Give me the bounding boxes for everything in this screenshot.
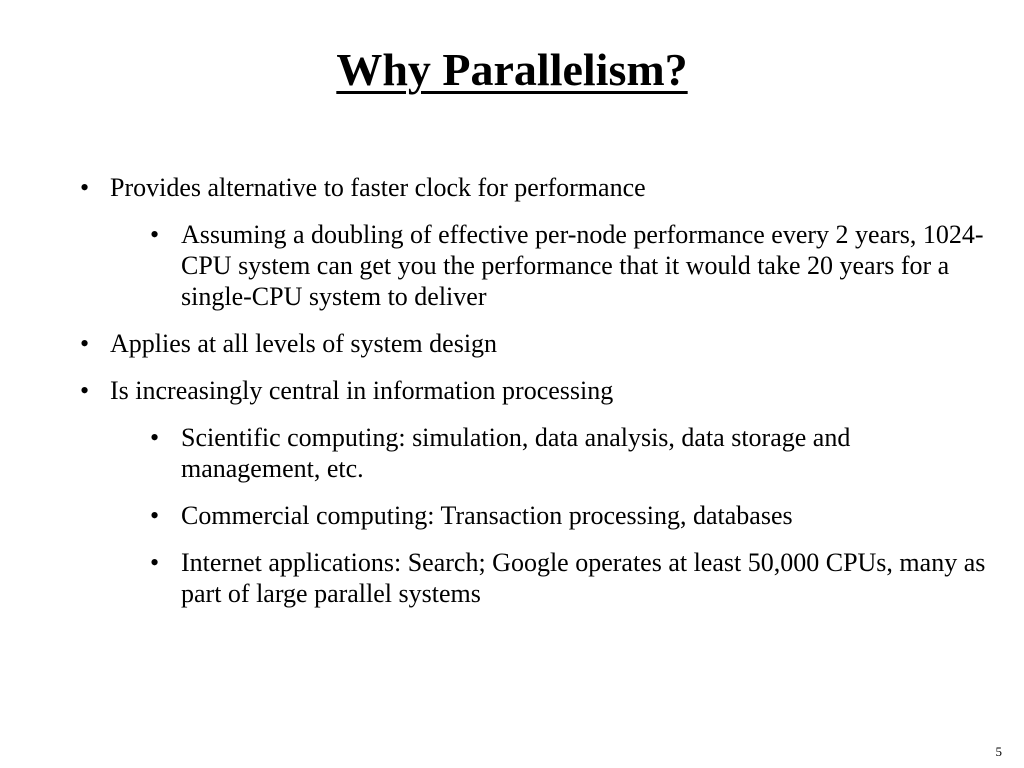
slide-content (78, 172, 986, 625)
bullet-marker: • (80, 329, 90, 358)
sub-bullet-item (148, 547, 996, 609)
sub-bullet-item (148, 500, 996, 531)
bullet-text: Applies at all levels of system design (110, 329, 498, 358)
bullet-marker: • (150, 423, 160, 452)
sub-bullet-text: Assuming a doubling of effective per-node performance every 2 years, 1024-CPU system can get you the performance that it would take 20 years for a single-CPU system to deliver (181, 220, 984, 311)
bullet-marker: • (80, 376, 90, 405)
bullet-item (78, 172, 984, 312)
bullet-marker: • (150, 548, 160, 577)
bullet-item (78, 375, 986, 609)
page-number: 5 (995, 744, 1002, 759)
sub-bullet-item (148, 422, 996, 484)
bullet-item (78, 328, 978, 359)
bullet-list (78, 172, 986, 609)
sub-bullet-text: Internet applications: Search; Google operates at least 50,000 CPUs, many as part of large parallel systems (181, 548, 986, 608)
sub-bullet-item (148, 219, 996, 312)
bullet-marker: • (150, 501, 160, 530)
slide-title: Why Parallelism? (336, 44, 688, 95)
bullet-marker: • (80, 173, 90, 202)
sub-bullet-list (110, 422, 986, 609)
bullet-text: Is increasingly central in information processing (110, 376, 614, 405)
bullet-text: Provides alternative to faster clock for performance (110, 173, 646, 202)
bullet-marker: • (150, 220, 160, 249)
sub-bullet-text: Scientific computing: simulation, data analysis, data storage and management, etc. (181, 423, 851, 483)
sub-bullet-text: Commercial computing: Transaction processing, databases (181, 501, 793, 530)
sub-bullet-list (110, 219, 984, 312)
